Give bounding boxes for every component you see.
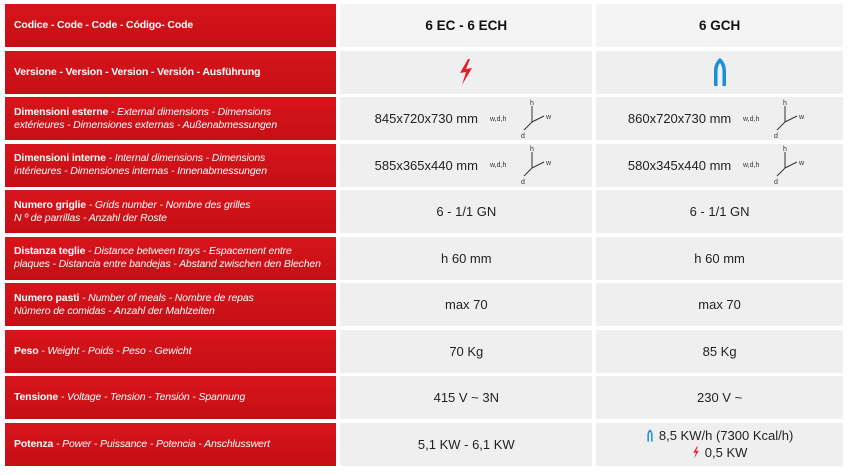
label-text: Peso - Weight - Poids - Peso - Gewicht (14, 344, 192, 357)
lightning-icon (458, 58, 474, 86)
row-label-code (5, 4, 336, 47)
version-gas-cell (596, 51, 843, 94)
row-label-internal-dimensions (5, 144, 336, 187)
dimension-value: 860x720x730 mm (627, 111, 732, 126)
row-label-external-dimensions (5, 97, 336, 140)
axis-label-wdh: w,d,h (489, 115, 507, 123)
row-voltage (5, 376, 843, 419)
row-external-dimensions (5, 97, 843, 140)
tray-distance-6gch: h 60 mm (596, 237, 843, 280)
model-6gch-header: 6 GCH (596, 4, 843, 47)
grids-number-6gch: 6 - 1/1 GN (596, 190, 843, 233)
axis-diagram-icon (741, 98, 811, 140)
meals-6gch: max 70 (596, 283, 843, 326)
axis-label-d: d (774, 179, 779, 186)
power-electric-line (692, 444, 748, 461)
tray-distance-6ec: h 60 mm (340, 237, 592, 280)
power-electric-value: 0,5 KW (704, 445, 748, 460)
label-line-2: plaques - Distancia entre bandejas - Abstand zwischen den Blechen (14, 258, 321, 270)
label-line-1: Dimensioni esterne - External dimensions - Dimensions (14, 105, 271, 118)
axis-label-h: h (529, 146, 534, 153)
meals-6ec: max 70 (340, 283, 592, 326)
row-grids-number (5, 190, 843, 233)
dimension-value: 845x720x730 mm (374, 111, 478, 126)
gas-flame-icon (646, 429, 654, 442)
row-label-weight (5, 330, 336, 373)
lightning-icon (692, 446, 700, 459)
label-text: Codice - Code - Code - Código- Code (14, 19, 194, 31)
row-weight (5, 330, 843, 373)
label-line-1: Distanza teglie - Distance between trays - Espacement entre (14, 245, 292, 257)
row-version (5, 51, 843, 94)
label-text: Potenza - Power - Puissance - Potencia - Anschlusswert (14, 437, 270, 450)
axis-diagram-icon (488, 144, 558, 186)
label-line-2: extérieures - Dimensiones externas - Außenabmessungen (14, 118, 278, 131)
axis-label-w: w (545, 160, 552, 167)
internal-dimensions-6ec (340, 144, 592, 187)
row-label-power (5, 423, 336, 466)
row-label-version (5, 51, 336, 94)
row-label-grids-number (5, 190, 336, 233)
dimension-value: 580x345x440 mm (627, 157, 732, 173)
weight-6gch: 85 Kg (596, 330, 843, 373)
label-line-2: intérieures - Dimensiones internas - Innenabmessungen (14, 165, 267, 177)
axis-label-w: w (799, 160, 805, 167)
axis-label-h: h (783, 99, 788, 107)
power-gas-line (646, 427, 793, 444)
external-dimensions-6ec (340, 97, 592, 140)
axis-label-h: h (529, 99, 534, 107)
axis-label-d: d (520, 179, 525, 186)
power-6ec: 5,1 KW - 6,1 KW (340, 423, 592, 466)
spec-table (5, 4, 843, 466)
axis-label-wdh: w,d,h (743, 115, 760, 123)
weight-6ec: 70 Kg (340, 330, 592, 373)
axis-label-d: d (520, 132, 525, 140)
axis-label-w: w (545, 113, 552, 121)
row-tray-distance (5, 237, 843, 280)
voltage-6gch: 230 V ~ (596, 376, 843, 419)
label-line-1: Numero pasti - Number of meals - Nombre de repas (14, 291, 254, 304)
row-code (5, 4, 843, 47)
gas-flame-icon (712, 57, 728, 87)
axis-label-wdh: w,d,h (743, 162, 760, 169)
label-line-1: Dimensioni interne - Internal dimensions - Dimensions (14, 152, 266, 164)
label-text: Versione - Version - Version - Versión - Ausführung (14, 65, 261, 78)
model-6ec-header: 6 EC - 6 ECH (340, 4, 592, 47)
axis-label-wdh: w,d,h (489, 162, 507, 169)
row-number-of-meals (5, 283, 843, 326)
row-label-tray-distance (5, 237, 336, 280)
label-line-2: N º de parrillas - Anzahl der Roste (14, 211, 167, 224)
row-label-voltage (5, 376, 336, 419)
axis-diagram-icon (488, 98, 558, 140)
axis-label-h: h (783, 146, 788, 153)
row-internal-dimensions (5, 144, 843, 187)
label-text: Tensione - Voltage - Tension - Tensión - Spannung (14, 391, 246, 403)
label-line-2: Número de comidas - Anzahl der Mahlzeiten (14, 304, 215, 317)
row-label-number-of-meals (5, 283, 336, 326)
row-power (5, 423, 843, 466)
power-6gch (596, 423, 843, 466)
dimension-value: 585x365x440 mm (374, 157, 478, 173)
axis-label-w: w (799, 113, 805, 121)
internal-dimensions-6gch (596, 144, 843, 187)
axis-label-d: d (774, 132, 779, 140)
power-gas-value: 8,5 KW/h (7300 Kcal/h) (658, 428, 794, 443)
version-electric-cell (340, 51, 592, 94)
grids-number-6ec: 6 - 1/1 GN (340, 190, 592, 233)
external-dimensions-6gch (596, 97, 843, 140)
axis-diagram-icon (741, 144, 811, 186)
voltage-6ec: 415 V ~ 3N (340, 376, 592, 419)
label-line-1: Numero griglie - Grids number - Nombre des grilles (14, 198, 251, 211)
